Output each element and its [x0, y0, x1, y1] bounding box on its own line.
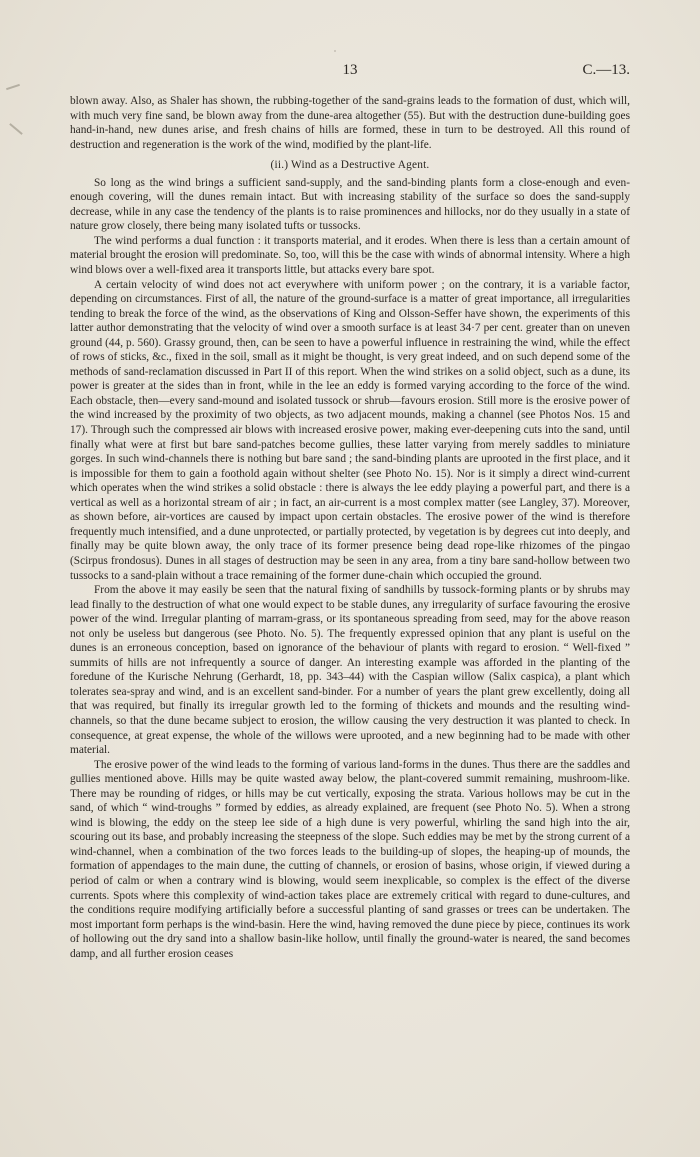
paragraph-3: The wind performs a dual function : it transports material, and it erodes. When there is less than a certain amount of material brought the erosion will predominate. So, too, will this be the case with winds of abnormal intensity. Where a high wind blows over a well-fixed area it transports little, but attacks every bare spot.: [70, 234, 630, 277]
paragraph-4: A certain velocity of wind does not act everywhere with uniform power ; on the contrary, it is a variable factor, depending on circumstances. First of all, the nature of the ground-surface is a matter of great importance, all irregularities tending to break the force of the wind, as the observations of King and Olsson-Seffer have shown, the experiments of this latter author demonstrating that the velocity of wind over a smooth surface is at least 34·7 per cent. greater than on uneven ground (44, p. 560). Grassy ground, then, can be seen to have a powerful influence in restraining the wind, while the effect of rows of sticks, &c., fixed in the soil, small as it might be thought, is very great indeed, and on such depend some of the methods of sand-reclamation discussed in Part II of this report. When the wind strikes on a solid object, such as a dune, its power is greater at the sides than in front, while in the lee an eddy is formed varying according to the force of the wind. Each obstacle, then—every sand-mound and isolated tussock or shrub—favours erosion. Still more is the erosive power of the wind increased by the proximity of two objects, as two adjacent mounds, making a channel (see Photos Nos. 15 and 17). Through such the compressed air blows with increased erosive power, making ever-deepening cuts into the sand, until finally what were at first but bare sand-patches become gullies, these latter varying from merely saddles to miniature gorges. In such wind-channels there is nothing but bare sand ; the sand-binding plants are uprooted in the first place, and it is impossible for them to gain a foothold again without shelter (see Photo No. 15). Nor is it simply a direct wind-current which operates when the wind strikes a solid obstacle : there is always the lee eddy playing a powerful part, and there is a vertical as well as a horizontal stream of air ; in fact, an air-current is a most complex matter (see Langley, 37). Moreover, as shown before, air-vortices are caused by impact upon certain obstacles. The erosive power of the wind is therefore frequently much intensified, and a dune unprotected, or partially protected, by vegetation is by degrees cut into deeply, and finally may be quite blown away, the only trace of its former presence being dead rope-like rhizomes of the pingao (Scirpus frondosus). Dunes in all stages of destruction may be seen in any area, from a tiny bare sand-hollow between two tussocks to a sand-plain without a trace remaining of the former dune-chain which occupied the ground.: [70, 278, 630, 582]
paragraph-6: The erosive power of the wind leads to the forming of various land-forms in the dunes. Thus there are the saddles and gullies mentioned above. Hills may be quite wasted away below, the plant-covered summit remaining, mushroom-like. There may be rounding of ridges, or hills may be cut vertically, exposing the strata. Various hollows may be cut in the sand, of which “ wind-troughs ” formed by eddies, as already explained, are frequent (see Photo No. 5). When a strong wind is blowing, the eddy on the steep lee side of a high dune is very powerful, whirling the sand high into the air, scouring out its base, and probably increasing the steepness of the slope. Such eddies may be met by the strong current of a wind-channel, when a combination of the two forces leads to the building-up of slopes, the heaping-up of mounds, the formation of appendages to the main dune, the cutting of channels, or erosion of basins, whose origin, if viewed during a period of calm or when a contrary wind is blowing, would seem inexplicable, so complex is the effect of the diverse currents. Spots where this complexity of wind-action takes place are extremely critical with regard to dune-cultures, and the conditions require modifying artificially before a successful planting of sand grasses or trees can be undertaken. The most important form perhaps is the wind-basin. Here the wind, having removed the dune piece by piece, continues its work of hollowing out the dry sand into a shallow basin-like hollow, until finally the ground-water is neared, the sand becomes damp, and all further erosion ceases: [70, 758, 630, 960]
paragraph-1: blown away. Also, as Shaler has shown, the rubbing-together of the sand-grains leads to the formation of dust, which will, with much very fine sand, be blown away from the dune-area altogether (55). But with the destruction dune-building goes hand-in-hand, new dunes arise, and fresh chains of hills are formed, these in turn to be destroyed. All this round of destruction and regeneration is the work of the wind, modified by the plant-life.: [70, 95, 630, 151]
document-reference: C.—13.: [582, 62, 630, 78]
page-header: [70, 62, 630, 84]
margin-mark-top: [6, 84, 20, 90]
margin-mark-middle: [9, 123, 23, 135]
body-text: [70, 94, 630, 961]
paragraph-5: From the above it may easily be seen that the natural fixing of sandhills by tussock-forming plants or by shrubs may lead finally to the destruction of what one would expect to be stable dunes, any irregularity of surface favouring the erosive power of the wind. Irregular planting of marram-grass, or its spontaneous spreading from seed, may for the above reason not only be useless but dangerous (see Photo. No. 5). The frequently expressed opinion that any plant is useful on the dunes is an erroneous conception, based on ignorance of the behaviour of plants with regard to erosion. “ Well-fixed ” summits of hills are not infrequently a source of danger. An interesting example was afforded in the planting of the foredune of the Kurische Nehrung (Gerhardt, 18, pp. 343–44) with the Caspian willow (Salix caspica), a plant which tolerates sea-spray and wind, and is an excellent sand-binder. For a number of years the plant grew excellently, doing all that was required, but finally its irregular growth led to the forming of thickets and mounds and the resulting wind-channels, so that the dune became subject to erosion, the willow causing the very destruction it was planted to check. In consequence, at great expense, the whole of the willows were uprooted, and a new beginning had to be made with other material.: [70, 584, 630, 757]
section-heading: (ii.) Wind as a Destructive Agent.: [270, 159, 430, 172]
paragraph-2: So long as the wind brings a sufficient sand-supply, and the sand-binding plants form a close-enough and even-enough covering, will the dunes remain intact. But with increasing stability of the surface so does the sand-supply decrease, while in any case the tendency of the plants is to raise prominences and hillocks, nor do they usually in a state of nature grow closely, there being many isolated tufts or tussocks.: [70, 176, 630, 233]
page-number: 13: [342, 62, 358, 78]
paper-speck: [334, 50, 336, 52]
